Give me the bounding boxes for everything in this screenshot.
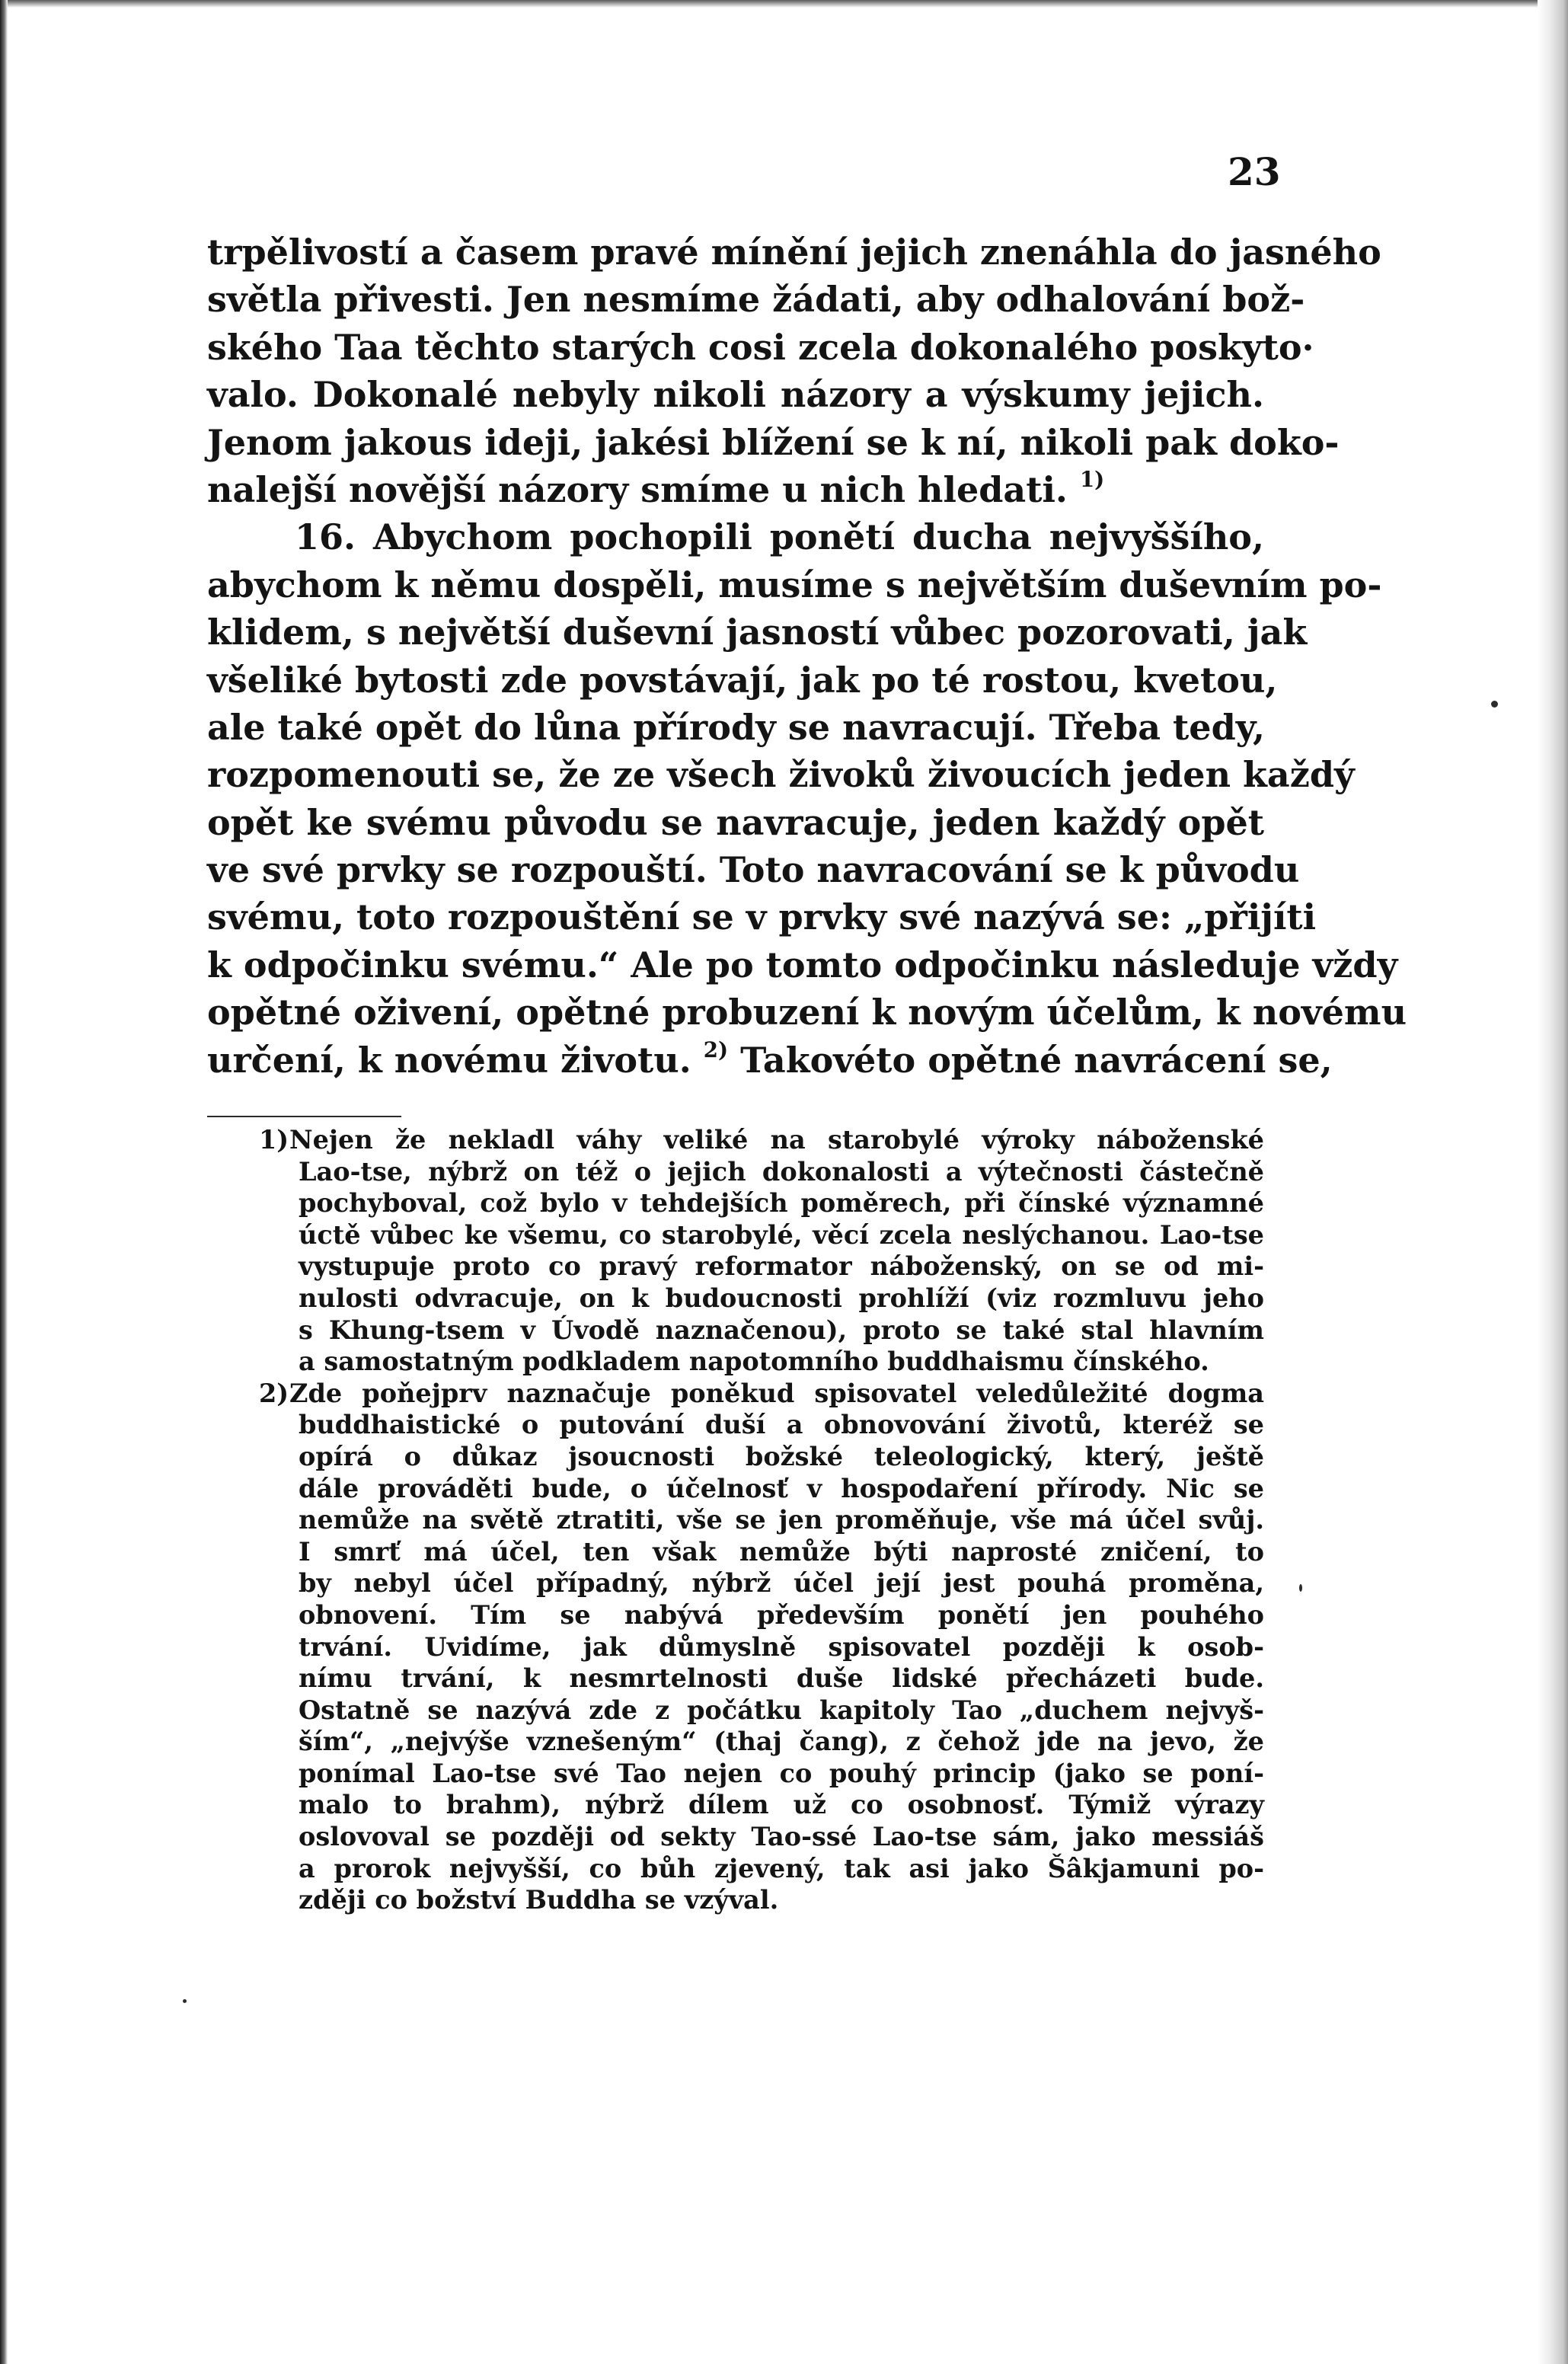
body-line: ale také opět do lůna přírody se navracují. Třeba tedy, [207,706,1266,748]
footnote-line: Ostatně se nazývá zde z počátku kapitoly Tao „duchem nejvyš- [299,1695,1264,1725]
footnote-line: malo to brahm), nýbrž dílem už co osobnosť. Týmiž výrazy [299,1790,1264,1820]
page-edge-top [0,0,1568,8]
footnote-line: oslovoval se později od sekty Tao-ssé Lao-tse sám, jako messiáš [299,1822,1264,1852]
footnote-line: Lao-tse, nýbrž on též o jejich dokonalosti a výtečnosti částečně [299,1156,1264,1187]
body-line: 16. Abychom pochopili ponětí ducha nejvyššího, [295,516,1264,558]
body-line-text: Takovéto opětné navrácení se, [740,1039,1333,1081]
body-line: trpělivostí a časem pravé mínění jejich znenáhla do jasného [207,232,1381,273]
body-line: opět ke svému původu se navracuje, jeden každý opět [207,801,1264,843]
footnote-line: a samostatným podkladem napotomního buddhaismu čínského. [299,1347,1209,1377]
footnote-line: opírá o důkaz jsoucnosti božské teleologický, který, ještě [299,1441,1264,1471]
footnote-ref: 2) [703,1037,729,1062]
body-line [207,466,1264,513]
footnote-line-text: Nejen že nekladl váhy veliké na starobylé výroky náboženské [289,1125,1264,1155]
body-line: rozpomenouti se, že ze všech živoků živoucích jeden každý [207,754,1355,796]
footnote-line: by nebyl účel případný, nýbrž účel její jest pouhá proměna, [299,1568,1264,1599]
footnote-line: pochyboval, což bylo v tehdejších poměrech, při čínské významné [299,1188,1264,1219]
body-line: ského Taa těchto starých cosi zcela dokonalého poskyto· [207,326,1314,368]
footnotes [207,1124,1264,1916]
footnote-marker: 2) [259,1378,289,1408]
body-line-text: nalejší novější názory smíme u nich hledati. [207,468,1068,510]
footnote-line: nulosti odvracuje, on k budoucnosti prohlíží (viz rozmluvu jeho [299,1283,1264,1313]
body-line: k odpočinku svému.“ Ale po tomto odpočinku následuje vždy [207,944,1398,986]
footnote-divider [207,1116,401,1117]
footnote-line: ším“, „nejvýše vznešeným“ (thaj čang), z čehož jde na jevo, že [299,1727,1264,1757]
footnote-ref: 1) [1079,467,1105,493]
body-line: klidem, s největší duševní jasností vůbec pozorovati, jak [207,612,1308,653]
footnote-line [207,1124,1264,1156]
footnote-line: vystupuje proto co pravý reformator náboženský, on se od mi- [299,1251,1264,1282]
footnote-line: úctě vůbec ke všemu, co starobylé, věcí zcela neslýchanou. Lao-tse [299,1219,1264,1250]
footnote-line: zději co božství Buddha se vzýval. [299,1885,779,1915]
footnote-line: dále prováděti bude, o účelnosť v hospodaření přírody. Nic se [299,1473,1264,1503]
page-edge-left [0,0,8,2364]
footnote-line: I smrť má účel, ten však nemůže býti naprosté zničení, to [299,1536,1264,1567]
print-speck [1491,701,1498,708]
footnote-line: a prorok nejvyšší, co bůh zjevený, tak asi jako Šâkjamuni po- [299,1853,1264,1883]
footnote-line: nemůže na světě ztratiti, vše se jen proměňuje, vše má účel svůj. [299,1505,1264,1535]
footnote-line: s Khung-tsem v Úvodě naznačenou), proto se také stal hlavním [299,1315,1264,1345]
body-text [207,228,1407,1084]
print-speck [183,1999,187,2003]
footnote-line-text: Zde poňejprv naznačuje poněkud spisovatel veledůležité dogma [289,1378,1264,1408]
footnote-line [207,1378,1264,1410]
body-line: světla přivesti. Jen nesmíme žádati, aby odhalování bož- [207,279,1305,321]
body-line: opětné oživení, opětné probuzení k novým účelům, k novému [207,992,1407,1033]
footnote-line: obnovení. Tím se nabývá především ponětí jen pouhého [299,1599,1264,1630]
body-line: valo. Dokonalé nebyly nikoli názory a výskumy jejich. [207,374,1264,416]
body-line [207,1037,1333,1084]
footnote-marker: 1) [259,1125,289,1155]
body-line: všeliké bytosti zde povstávají, jak po té rostou, kvetou, [207,659,1278,701]
body-line: svému, toto rozpouštění se v prvky své nazývá se: „přijíti [207,896,1317,938]
footnote-line: ponímal Lao-tse své Tao nejen co pouhý princip (jako se poní- [299,1758,1264,1788]
footnote-line: nímu trvání, k nesmrtelnosti duše lidské přecházeti bude. [299,1663,1264,1694]
body-line: Jenom jakous ideji, jakési blížení se k ní, nikoli pak doko- [207,421,1340,463]
page-edge-right [1538,0,1568,2364]
page-number: 23 [1228,149,1281,194]
body-line: abychom k němu dospěli, musíme s největším duševním po- [207,564,1382,605]
footnote-line: buddhaistické o putování duší a obnovování životů, kteréž se [299,1410,1264,1440]
footnote-line: trvání. Uvidíme, jak důmyslně spisovatel později k osob- [299,1631,1264,1662]
body-line-text: určení, k novému životu. [207,1039,691,1081]
print-speck [1299,1584,1302,1592]
body-line: ve své prvky se rozpouští. Toto navracování se k původu [207,849,1300,891]
